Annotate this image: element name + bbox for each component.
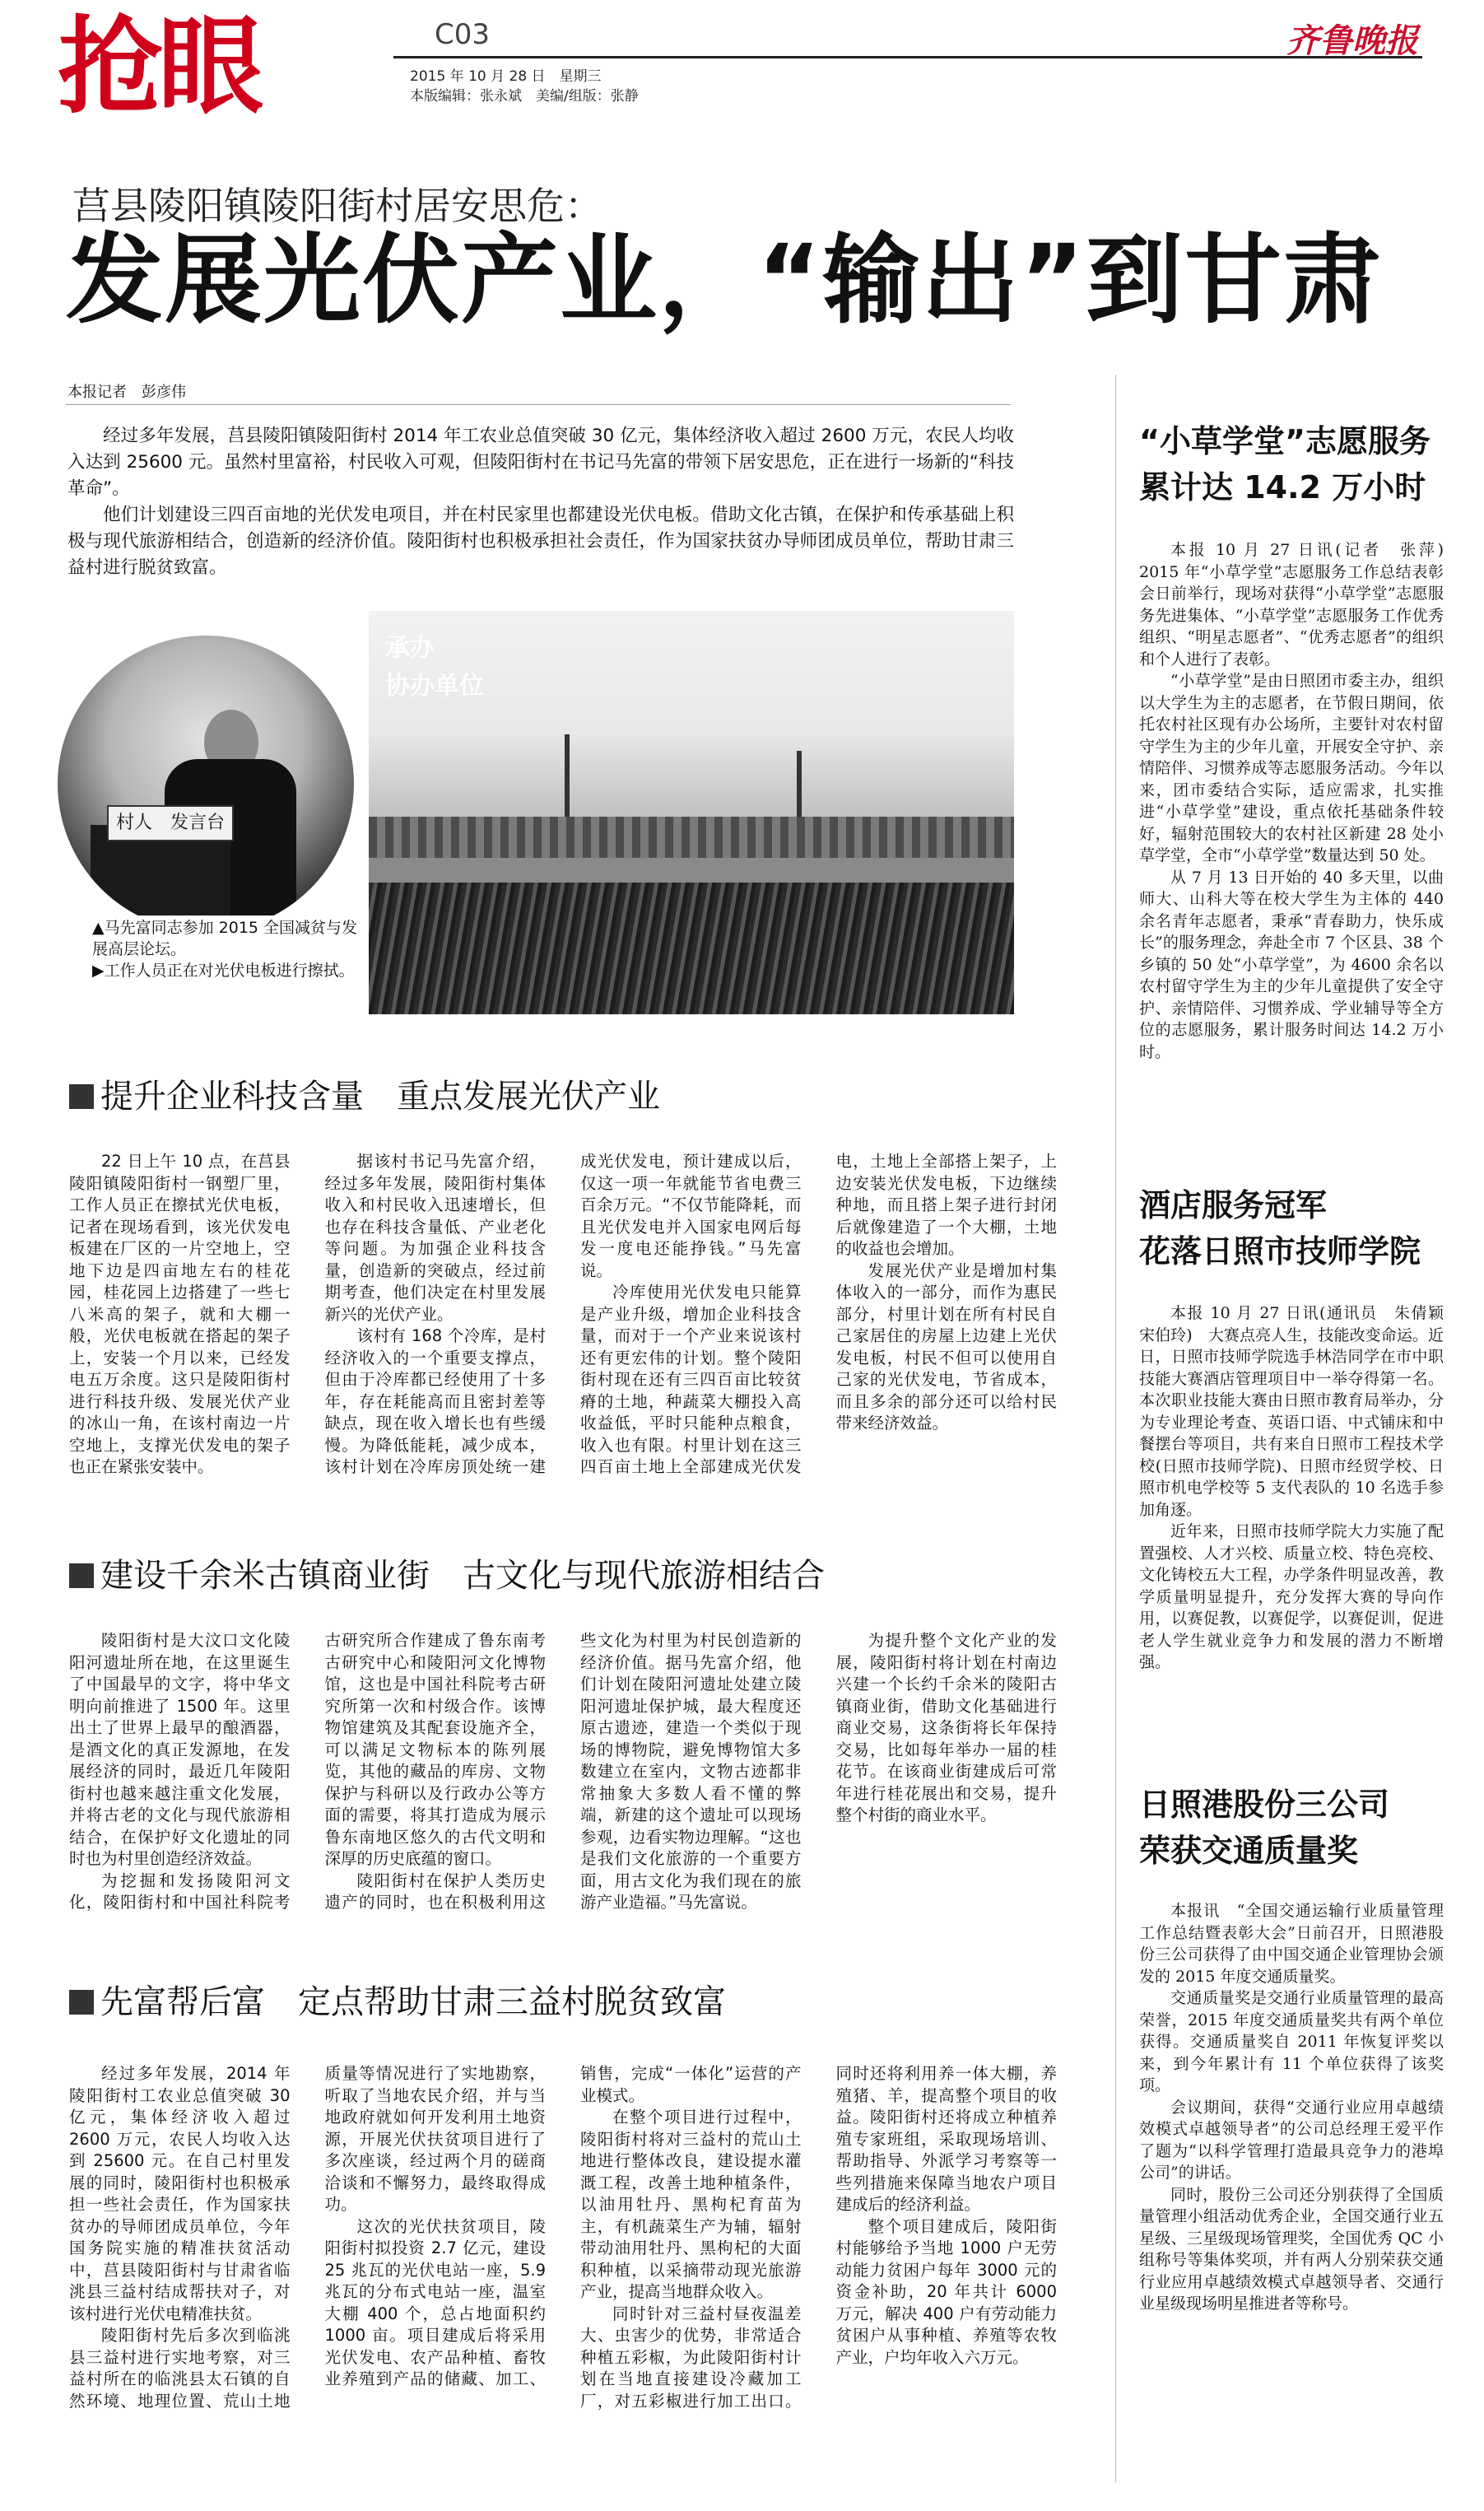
body-paragraph: 该村有 168 个冷库，是村经济收入的一个重要支撑点，但由于冷库都已经使用了十多年，存在耗能高而且密封差等缺点，现在收入增长也有些缓慢。为降低能耗，减少成本，该村计划在冷库房顶处统一建成光伏发电，预计建成以后，仅这一项一年就能节省电费三百余万元。“不仅节能降耗，而且光伏发电并入国家电网后每发一度电还能挣钱。”马先富说。 xyxy=(324,1152,802,1476)
solar-panel-photo xyxy=(369,611,1014,1014)
sidebar-paragraph: 同时，股份三公司还分别获得了全国质量管理小组活动优秀企业，全国交通行业五星级、三星级现场管理奖，全国优秀 QC 小组称号等集体奖项，并有两人分别荣获交通行业应用卓越绩效模式卓越领导者、交通行业星级现场明星推进者等称号。 xyxy=(1139,2185,1444,2313)
body-paragraph: 陵阳街村是大汶口文化陵阳河遗址所在地，在这里诞生了中国最早的文字，将中华文明向前推进了 1500 年。这里出土了世界上最早的酿酒器，是酒文化的真正发源地，在发展经济的同时，最近几年陵阳街村也越来越注重文化发展，并将古老的文化与现代旅游相结合，在保护好文化遗址的同时也为村里创造经济效益。 xyxy=(69,1631,291,1868)
editors-line: 本版编辑：张永斌 美编/组版：张静 xyxy=(410,88,639,105)
section-heading xyxy=(69,1070,660,1117)
section-body xyxy=(69,1630,1057,1955)
sidebar-article xyxy=(1139,1900,1444,2315)
article-kicker: 莒县陵阳镇陵阳街村居安思危： xyxy=(72,184,602,228)
section-brand: 抢眼 xyxy=(58,6,259,128)
caption-line: ▲马先富同志参加 2015 全国减贫与发展高层论坛。 xyxy=(92,919,358,958)
vegetation xyxy=(369,883,1014,1014)
sidebar-article xyxy=(1139,539,1460,1063)
sidebar-paragraph: 本报 10 月 27 日讯(通讯员 朱倩颖 宋伯玲) 大赛点亮人生，技能改变命运。近日，日照市技师学院选手林浩同学在市中职技能大赛酒店管理项目中一举夺得第一名。本次职业技能大赛由日照市教育局举办，分为专业理论考查、英语口语、中式铺床和中餐摆台等项目，共有来自日照市工程技术学校(日照市技师学院)、日照市经贸学校、日照市机电学校等 5 支代表队的 10 名选手参加角逐。 xyxy=(1139,1304,1460,1519)
body-paragraph: 同时针对三益村昼夜温差大、虫害少的优势，非常适合种植五彩椒，为此陵阳街村计划在当地直接建设冷藏加工厂，对五彩椒进行加工出口。同时还将利用养一体大棚，养殖猪、羊，提高整个项目的收益。陵阳街村还将成立种植养殖专家班组，采取现场培训、帮助指导、外派学习考察等一些列措施来保障当地农户项目建成后的经济利益。 xyxy=(580,2064,1057,2411)
photo-caption xyxy=(89,915,367,983)
square-bullet-icon xyxy=(69,1084,94,1109)
section-heading-text: 提升企业科技含量 重点发展光伏产业 xyxy=(100,1078,660,1116)
sidebar-paragraph: 交通质量奖是交通行业质量管理的最高荣誉，2015 年度交通质量奖共有两个单位获得。交通质量奖自 2011 年恢复评奖以来，到今年累计有 11 个单位获得了该奖项。 xyxy=(1139,1989,1444,2094)
sidebar-headline xyxy=(1139,418,1452,510)
body-paragraph: 据该村书记马先富介绍，经过多年发展，陵阳街村集体收入和村民收入迅速增长，但也存在科技含量低、产业老化等问题。为加强企业科技含量，创造新的突破点，经过前期考查，他们决定在村里发展新兴的光伏产业。 xyxy=(324,1152,546,1324)
section-body xyxy=(69,1151,1057,1526)
sidebar-paragraph: “小草学堂”是由日照团市委主办，组织以大学生为主的志愿者，在节假日期间，依托农村社区现有办公场所，主要针对农村留守学生为主的少年儿童，开展安全守护、亲情陪伴、习惯养成等志愿服务活动。今年以来，团市委结合实际，适应需求，扎实推进“小草学堂”建设，重点依托基础条件较好，辐射范围较大的农村社区新建 28 处小草学堂，全市“小草学堂”数量达到 50 处。 xyxy=(1139,672,1444,864)
podium-sign: 村人 发言台 xyxy=(107,805,234,841)
article-lead xyxy=(67,423,1014,581)
sidebar-headline-line: 日照港股份三公司 xyxy=(1139,1787,1390,1823)
photo-banner-text: 承办 xyxy=(385,634,435,663)
section-body xyxy=(69,2063,1057,2446)
sidebar-headline-line: 花落日照市技师学院 xyxy=(1139,1233,1421,1269)
body-paragraph: 陵阳街村先后多次到临洮县三益村进行实地考察，对三益村所在的临洮县太石镇的自然环境、地理位置、荒山土地质量等情况进行了实地勘察，听取了当地农民介绍，并与当地政府就如何开发利用土地资源，开展光伏扶贫项目进行了多次座谈，经过两个月的磋商洽谈和不懈努力，最终取得成功。 xyxy=(69,2064,546,2411)
article-headline: 发展光伏产业，“输出”到甘肃 xyxy=(66,223,1383,337)
body-paragraph: 为挖掘和发扬陵阳河文化，陵阳街村和中国社科院考古研究所合作建成了鲁东南考古研究中心和陵阳河文化博物馆，这也是中国社科院考古研究所第一次和村级合作。该博物馆建筑及其配套设施齐全，可以满足文物标本的陈列展览，其他的藏品的库房、文物保护与科研以及行政办公等方面的需要，将其打造成为展示鲁东南地区悠久的古代文明和深厚的历史底蕴的窗口。 xyxy=(69,1631,546,1912)
section-heading xyxy=(69,1549,825,1596)
sidebar-headline-line: 累计达 14.2 万小时 xyxy=(1139,469,1426,505)
sidebar-headline-line: 荣获交通质量奖 xyxy=(1139,1833,1359,1869)
byline-name: 彭彦伟 xyxy=(142,384,186,401)
section-heading-text: 建设千余米古镇商业街 古文化与现代旅游相结合 xyxy=(100,1557,825,1595)
body-paragraph: 发展光伏产业是增加村集体收入的一部分，而作为惠民部分，村里计划在所有村民自己家居住的房屋上边建上光伏发电板，村民不但可以使用自己家的光伏发电，节省成本，而且多余的部分还可以给村民带来经济效益。 xyxy=(835,1260,1057,1433)
caption-line: ▶工作人员正在对光伏电板进行擦拭。 xyxy=(92,962,355,980)
section-heading-text: 先富帮后富 定点帮助甘肃三益村脱贫致富 xyxy=(100,1983,726,2021)
newspaper-logo: 齐鲁晚报 xyxy=(1286,21,1418,60)
body-paragraph: 整个项目建成后，陵阳街村能够给予当地 1000 户无劳动能力贫困户每年 3000 元的资金补助，20 年共计 6000 万元，解决 400 户有劳动能力贫困户从事种植、养殖等农牧产业，户均年收入六万元。 xyxy=(835,2216,1057,2367)
header-rule xyxy=(393,56,1422,58)
square-bullet-icon xyxy=(69,1990,94,2015)
body-paragraph: 为提升整个文化产业的发展，陵阳街村将计划在村南边兴建一个长约千余米的陵阳古镇商业街，借助文化基础进行商业交易，这条街将长年保持交易，比如每年举办一届的桂花节。在该商业街建成后可常年进行桂花展出和交易，提升整个村街的商业水平。 xyxy=(835,1631,1057,1824)
sidebar-headline xyxy=(1139,1782,1452,1874)
lead-paragraph: 经过多年发展，莒县陵阳镇陵阳街村 2014 年工农业总值突破 30 亿元，集体经济收入超过 2600 万元，农民人均收入达到 25600 元。虽然村里富裕，村民收入可观，但陵阳街村在书记马先富的带领下居安思危，正在进行一场新的“科技革命”。 xyxy=(67,426,1014,499)
sidebar-paragraph: 近年来，日照市技师学院大力实施了配置强校、人才兴校、质量立校、特色亮校、文化铸校五大工程，办学条件明显改善，教学质量明显提升，充分发挥大赛的导向作用，以赛促教，以赛促学，以赛促训，促进老人学生就业竞争力和发展的潜力不断增强。 xyxy=(1139,1522,1444,1671)
sidebar-headline-line: “小草学堂”志愿服务 xyxy=(1139,423,1431,459)
sidebar-headline xyxy=(1139,1182,1452,1274)
body-paragraph: 22 日上午 10 点，在莒县陵阳镇陵阳街村一钢塑厂里，工作人员正在擦拭光伏电板，记者在现场看到，该光伏发电板建在厂区的一片空地上，空地下边是四亩地左右的桂花园，桂花园上边搭建了一些七八米高的架子，就和大棚一般，光伏电板就在搭起的架子上，安装一个月以来，已经发电五万余度。这只是陵阳街村进行科技升级、发展光伏产业的冰山一角，在该村南边一片空地上，支撑光伏发电的架子也正在紧张安装中。 xyxy=(69,1152,291,1476)
byline xyxy=(67,380,186,402)
sidebar-headline-line: 酒店服务冠军 xyxy=(1139,1187,1328,1223)
byline-rule xyxy=(66,404,1011,405)
column-rule xyxy=(1115,375,1116,2482)
sidebar-paragraph: 会议期间，获得“交通行业应用卓越绩效模式卓越领导者”的公司总经理王爱平作了题为“以科学管理打造最具竞争力的港埠公司”的讲话。 xyxy=(1139,2098,1444,2182)
sidebar-paragraph: 本报 10 月 27 日讯(记者 张萍) 2015 年“小草学堂”志愿服务工作总结表彰会日前举行，现场对获得“小草学堂”志愿服务先进集体、“小草学堂”志愿服务工作优秀组织、“明星志愿者”、“优秀志愿者”的组织和个人进行了表彰。 xyxy=(1139,541,1460,669)
body-paragraph: 陵阳街村在保护人类历史遗产的同时，也在积极利用这些文化为村里为村民创造新的经济价值。据马先富介绍，他们计划在陵阳河遗址处建立陵阳河遗址保护城，最大程度还原古遗迹，建造一个类似于现场的博物院，避免博物馆大多数建立在室内，文物古迹都非常抽象大多数人看不懂的弊端，新建的这个遗址可以现场参观，边看实物边理解。“这也是我们文化旅游的一个重要方面，用古文化为我们现在的旅游产业造福。”马先富说。 xyxy=(324,1631,802,1912)
photo-banner-text: 协办单位 xyxy=(385,672,484,701)
speaker-photo xyxy=(49,627,362,940)
sidebar-paragraph: 从 7 月 13 日开始的 40 多天里，以曲师大、山科大等在校大学生为主体的 440 余名青年志愿者，秉承“青春助力，快乐成长”的服务理念，奔赴全市 7 个区县、38 个乡镇的 50 处“小草学堂”，为 4600 余名以农村留守学生为主的少年儿童提供了安全守护、亲情陪伴、习惯养成、学业辅导等全方位的志愿服务，累计服务时间达 14.2 万小时。 xyxy=(1139,868,1444,1061)
section-heading xyxy=(69,1976,726,2023)
sidebar-article xyxy=(1139,1302,1460,1674)
body-paragraph: 经过多年发展，2014 年陵阳街村工农业总值突破 30 亿元，集体经济收入超过 2600 万元，农民人均收入达到 25600 元。在自己村里发展的同时，陵阳街村也积极承担一些社会责任，作为国家扶贫办的导师团成员单位，今年国务院实施的精准扶贫活动中，莒县陵阳街村与甘肃省临洮县三益村结成帮扶对子，对该村进行光伏电精准扶贫。 xyxy=(69,2064,291,2323)
body-paragraph: 这次的光伏扶贫项目，陵阳街村拟投资 2.7 亿元，建设 25 兆瓦的光伏电站一座，5.9 兆瓦的分布式电站一座，温室大棚 400 个，总占地面积约 1000 亩。项目建成后将采用光伏发电、农产品种植、畜牧业养殖到产品的储藏、加工、销售，完成“一体化”运营的产业模式。 xyxy=(324,2064,802,2388)
sidebar-paragraph: 本报讯 “全国交通运输行业质量管理工作总结暨表彰大会”日前召开，日照港股份三公司获得了由中国交通企业管理协会颁发的 2015 年度交通质量奖。 xyxy=(1139,1902,1444,1986)
date-line: 2015 年 10 月 28 日 星期三 xyxy=(410,68,602,85)
byline-label: 本报记者 xyxy=(67,384,127,401)
square-bullet-icon xyxy=(69,1563,94,1588)
body-paragraph: 冷库使用光伏发电只能算是产业升级，增加企业科技含量，而对于一个产业来说该村还有更宏伟的计划。整个陵阳街村现在还有三四百亩比较贫瘠的土地，种蔬菜大棚投入高收益低，平时只能种点粮食，收入也有限。村里计划在这三四百亩土地上全部建成光伏发电，土地上全部搭上架子，上边安装光伏发电板，下边继续种地，而且搭上架子进行封闭后就像建造了一个大棚，土地的收益也会增加。 xyxy=(580,1152,1057,1476)
lead-paragraph: 他们计划建设三四百亩地的光伏发电项目，并在村民家里也都建设光伏电板。借助文化古镇，在保护和传承基础上积极与现代旅游相结合，创造新的经济价值。陵阳街村也积极承担社会责任，作为国家扶贫办导师团成员单位，帮助甘肃三益村进行脱贫致富。 xyxy=(67,505,1014,578)
body-paragraph: 在整个项目进行过程中，陵阳街村将对三益村的荒山土地进行整体改良，建设提水灌溉工程，改善土地种植条件，以油用牡丹、黑枸杞育苗为主，有机蔬菜生产为辅，辐射带动油用牡丹、黑枸杞的大面积种植，以采摘带动现光旅游产业，提高当地群众收入。 xyxy=(580,2108,802,2301)
page-code: C03 xyxy=(435,18,491,51)
